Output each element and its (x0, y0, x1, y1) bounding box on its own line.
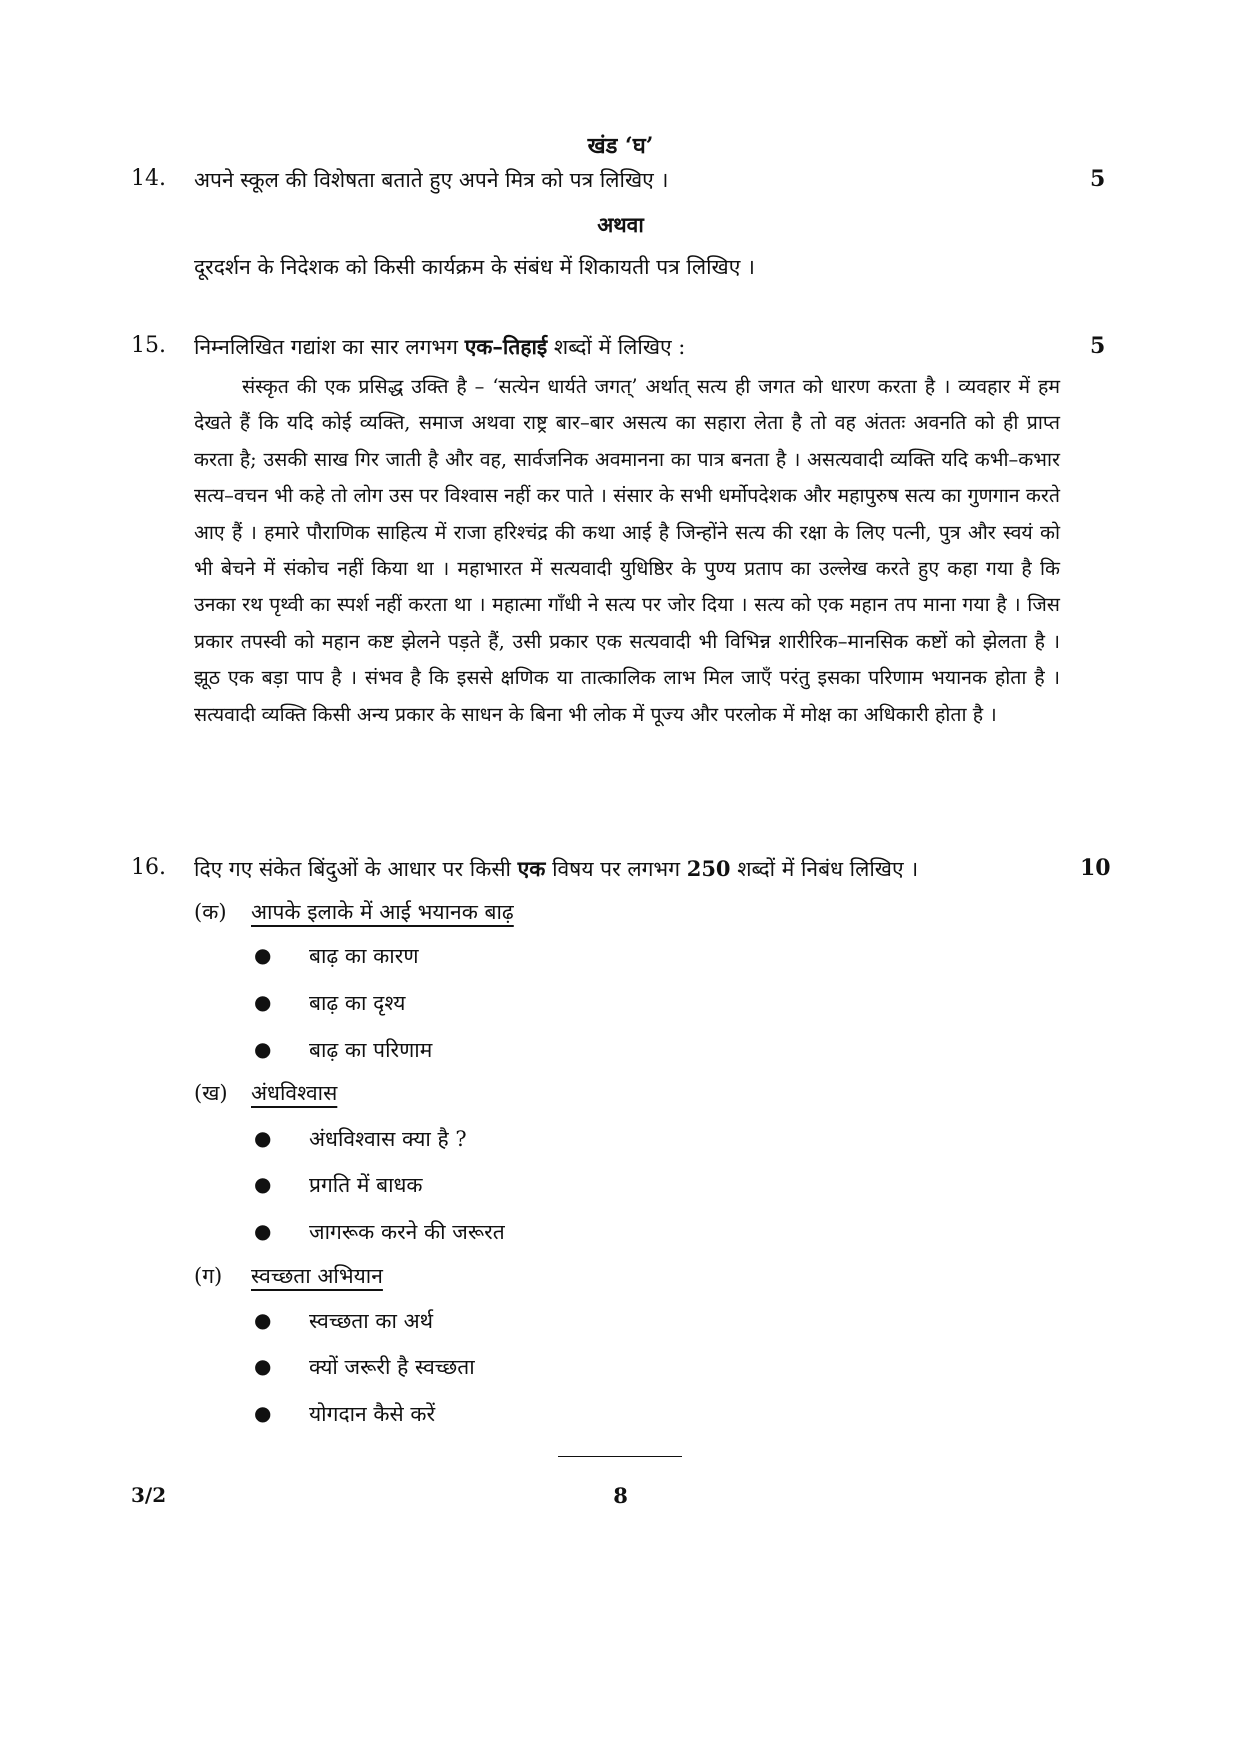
option-point: जागरूक करने की जरूरत (309, 1220, 505, 1244)
option-title: आपके इलाके में आई भयानक बाढ़ (251, 900, 514, 924)
bullet-icon: ● (254, 1172, 272, 1196)
q15-text-before: निम्नलिखित गद्यांश का सार लगभग (194, 335, 465, 359)
q14-marks: 5 (1090, 166, 1106, 192)
bullet-icon: ● (254, 1037, 272, 1061)
option-point: स्वच्छता का अर्थ (309, 1309, 434, 1333)
bullet-icon: ● (254, 1126, 272, 1150)
bullet-icon: ● (254, 943, 272, 967)
option-point: बाढ़ का परिणाम (309, 1038, 433, 1062)
option-title: स्वच्छता अभियान (251, 1264, 383, 1288)
bullet-icon: ● (254, 1401, 272, 1425)
q16-marks: 10 (1080, 855, 1111, 881)
q15-text (194, 333, 685, 361)
option-point: बाढ़ का दृश्य (309, 991, 406, 1015)
q16-text-bold-2: 250 (686, 856, 731, 881)
paper-code: 3/2 (131, 1483, 167, 1507)
q16-text (194, 855, 918, 883)
q14-or-label: अथवा (597, 212, 644, 237)
option-label: (क) (194, 900, 227, 924)
q16-number: 16. (131, 855, 166, 880)
q14-number: 14. (131, 166, 166, 191)
q14-text: अपने स्कूल की विशेषता बताते हुए अपने मित्र को पत्र लिखिए । (194, 168, 669, 192)
q14-alt-text: दूरदर्शन के निदेशक को किसी कार्यक्रम के संबंध में शिकायती पत्र लिखिए । (194, 255, 755, 279)
option-point: योगदान कैसे करें (309, 1402, 436, 1426)
q16-text-2: विषय पर लगभग (545, 857, 687, 881)
q15-passage (194, 369, 1060, 733)
q16-text-bold-1: एक (517, 856, 546, 881)
bullet-icon: ● (254, 1354, 272, 1378)
option-title: अंधविश्वास (251, 1081, 338, 1105)
q16-text-1: दिए गए संकेत बिंदुओं के आधार पर किसी (194, 857, 518, 881)
option-point: बाढ़ का कारण (309, 944, 419, 968)
option-label: (ग) (194, 1264, 223, 1288)
q15-marks: 5 (1090, 333, 1106, 359)
option-point: क्यों जरूरी है स्वच्छता (309, 1355, 475, 1379)
q15-text-after: शब्दों में लिखिए : (547, 335, 686, 359)
q16-text-3: शब्दों में निबंध लिखिए । (730, 857, 919, 881)
bullet-icon: ● (254, 990, 272, 1014)
option-point: अंधविश्वास क्या है ? (309, 1127, 467, 1151)
page-number: 8 (613, 1483, 628, 1508)
option-point: प्रगति में बाधक (309, 1173, 423, 1197)
end-rule (558, 1456, 682, 1457)
q15-number: 15. (131, 333, 166, 358)
q15-text-bold: एक–तिहाई (464, 334, 548, 359)
bullet-icon: ● (254, 1219, 272, 1243)
option-label: (ख) (194, 1081, 228, 1105)
bullet-icon: ● (254, 1308, 272, 1332)
section-title: खंड ‘घ’ (587, 133, 654, 159)
q15-passage-text: संस्कृत की एक प्रसिद्ध उक्ति है – ‘सत्येन धार्यते जगत्’ अर्थात् सत्य ही जगत को धारण करता है । व्यवहार में हम देखते हैं कि यदि कोई व्यक्ति, समाज अथवा राष्ट्र बार–बार असत्य का सहारा लेता है तो वह अंततः अवनति को ही प्राप्त करता है; उसकी साख गिर जाती है और वह, सार्वजनिक अवमानना का पात्र बनता है । असत्यवादी व्यक्ति यदि कभी–कभार सत्य–वचन भी कहे तो लोग उस पर विश्वास नहीं कर पाते । संसार के सभी धर्मोपदेशक और महापुरुष सत्य का गुणगान करते आए हैं । हमारे पौराणिक साहित्य में राजा हरिश्चंद्र की कथा आई है जिन्होंने सत्य की रक्षा के लिए पत्नी, पुत्र और स्वयं को भी बेचने में संकोच नहीं किया था । महाभारत में सत्यवादी युधिष्ठिर के पुण्य प्रताप का उल्लेख करते हुए कहा गया है कि उनका रथ पृथ्वी का स्पर्श नहीं करता था । महात्मा गाँधी ने सत्य पर जोर दिया । सत्य को एक महान तप माना गया है । जिस प्रकार तपस्वी को महान कष्ट झेलने पड़ते हैं, उसी प्रकार एक सत्यवादी भी विभिन्न शारीरिक–मानसिक कष्टों को झेलता है । झूठ एक बड़ा पाप है । संभव है कि इससे क्षणिक या तात्कालिक लाभ मिल जाएँ परंतु इसका परिणाम भयानक होता है । सत्यवादी व्यक्ति किसी अन्य प्रकार के साधन के बिना भी लोक में पूज्य और परलोक में मोक्ष का अधिकारी होता है । (194, 375, 1060, 726)
